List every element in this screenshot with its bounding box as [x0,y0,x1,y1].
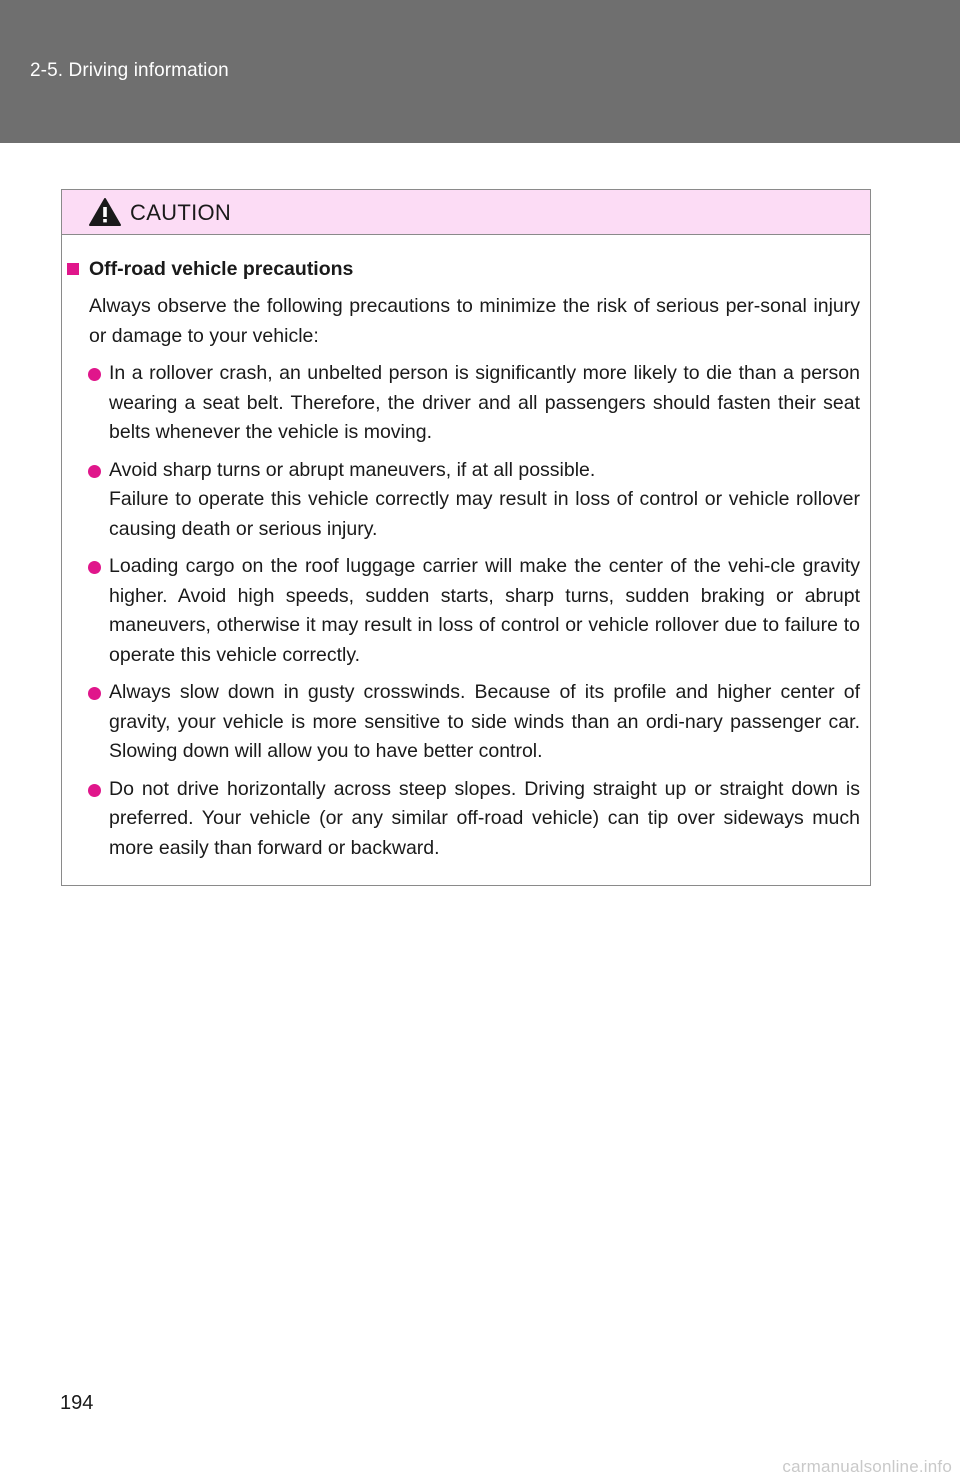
bullet-text: Loading cargo on the roof luggage carrier will make the center of the vehi-cle gravity higher. Avoid high speeds, sudden starts, sharp turns, sudden braking or abrupt maneuvers, otherwise it may result in loss of control or vehicle rollover due to failure to operate this vehicle correctly. [109,555,860,666]
intro-paragraph: Always observe the following precautions to minimize the risk of serious per-sonal injury or damage to your vehicle: [89,295,860,347]
page-number: 194 [60,1392,94,1414]
circle-bullet-icon [88,784,101,797]
bullet-item [62,775,860,864]
bullet-text: Always slow down in gusty crosswinds. Because of its profile and higher center of gravity, your vehicle is more sensitive to side winds than an ordi-nary passenger car. Slowing down will allow you to have better control. [109,681,860,762]
caution-body [62,235,870,863]
bullet-text: In a rollover crash, an unbelted person is significantly more likely to die than a person wearing a seat belt. Therefore, the driver and all passengers should fasten their seat belts whenever the vehicle is moving. [109,362,860,443]
caution-header [62,190,870,235]
bullet-item [62,359,860,448]
bullet-text: Do not drive horizontally across steep slopes. Driving straight up or straight down is preferred. Your vehicle (or any similar off-road vehicle) can tip over sideways much more easily than forward or backward. [109,777,860,859]
warning-triangle-icon [88,197,122,227]
caution-box [61,189,871,886]
bullet-text-continued: Failure to operate this vehicle correctly may result in loss of control or vehicle rollover causing death or serious injury. [109,488,860,540]
precautions-heading [62,255,860,283]
bullet-item [62,678,860,767]
circle-bullet-icon [88,368,101,381]
circle-bullet-icon [88,687,101,700]
precautions-heading-text: Off-road vehicle precautions [89,258,354,280]
bullet-item [62,552,860,670]
bullet-text: Avoid sharp turns or abrupt maneuvers, if at all possible. [109,458,596,481]
caution-title: CAUTION [130,200,232,225]
circle-bullet-icon [88,465,101,478]
section-title: 2-5. Driving information [30,60,229,81]
square-bullet-icon [67,263,79,275]
section-header-band [0,0,960,143]
circle-bullet-icon [88,561,101,574]
watermark: carmanualsonline.info [782,1457,952,1476]
bullet-item [62,456,860,545]
